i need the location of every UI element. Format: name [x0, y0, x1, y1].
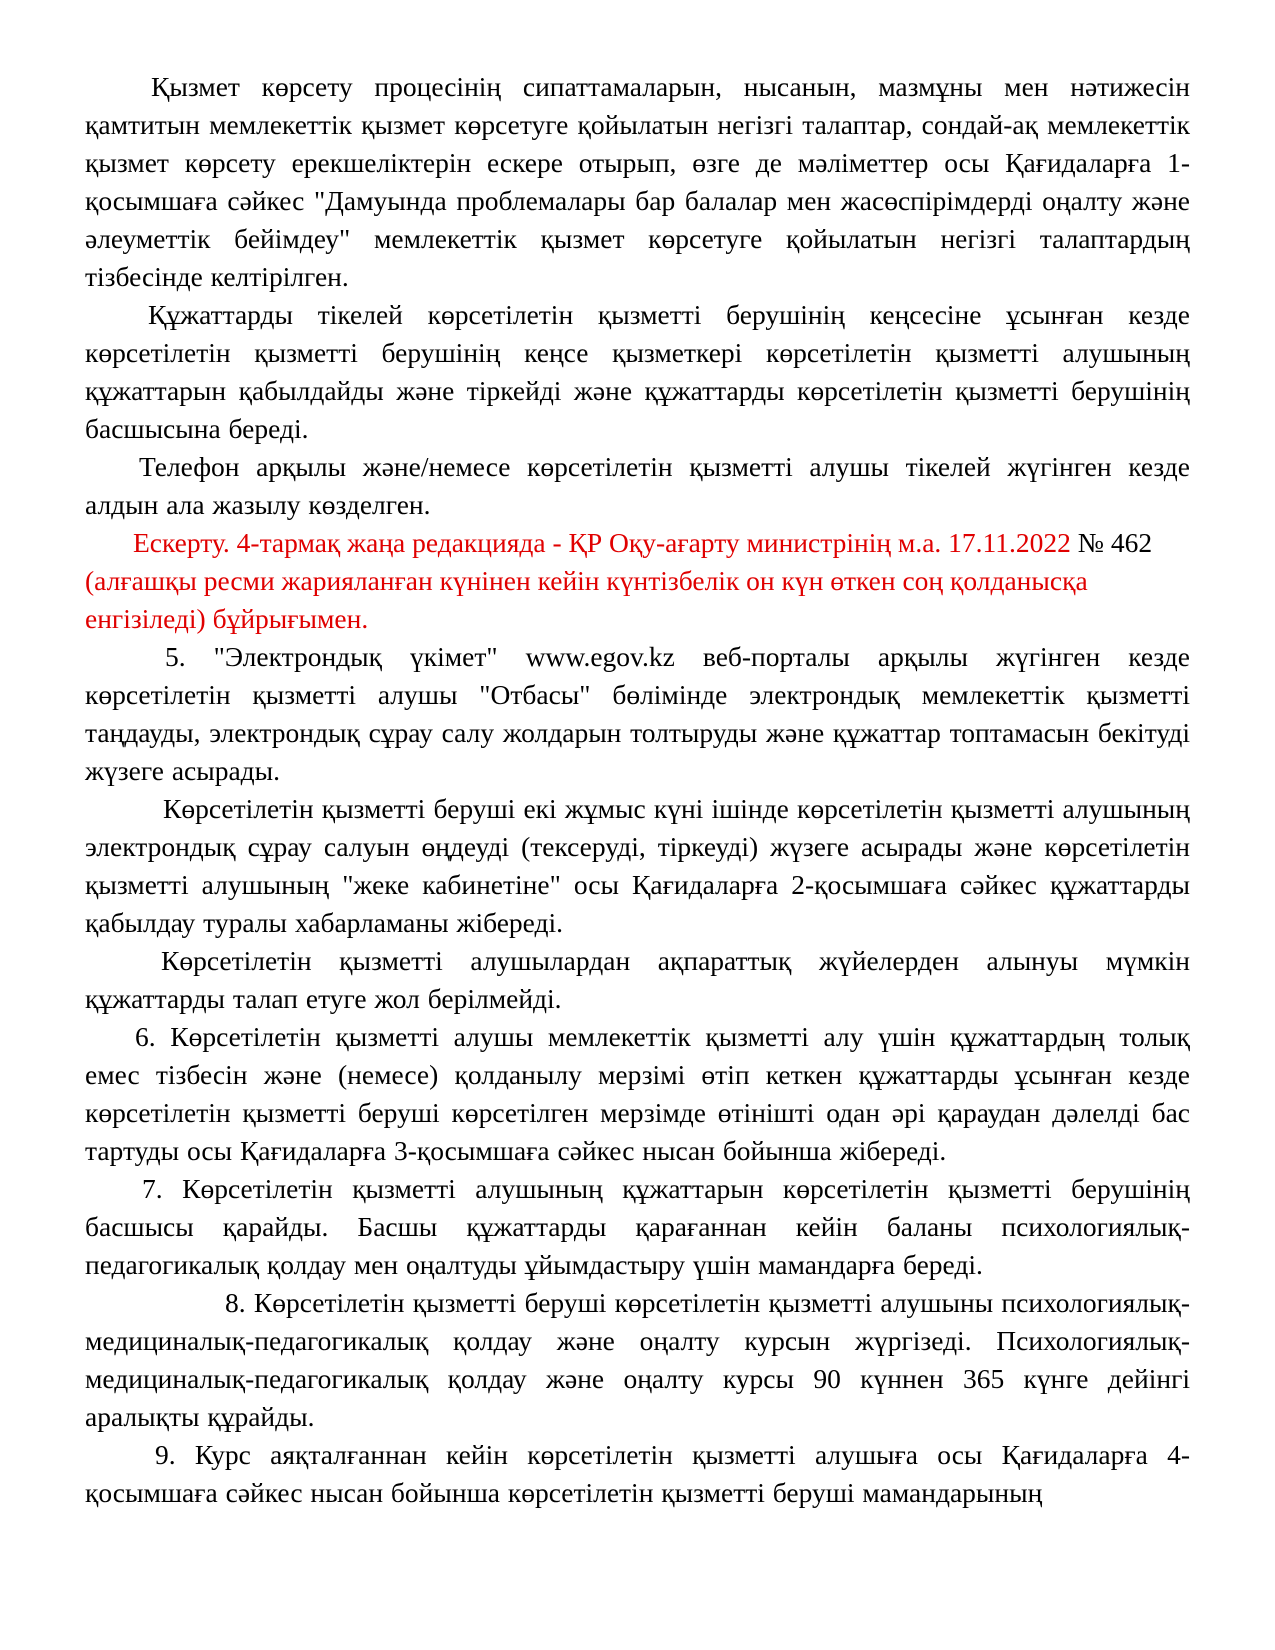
document-paragraph: Қызмет көрсету процесінің сипаттамаларын, нысанын, мазмұны мен нәтижесін қамтитын мемлекеттік қызмет көрсетуге қойылатын негізгі талаптар, сондай-ақ мемлекеттік қызмет көрсету ерекшеліктерін ескере отырып, өзге де мәліметтер осы Қағидаларға 1-қосымшаға сәйкес "Дамуында проблемалары бар балалар мен жасөспірімдерді оңалту және әлеуметтік бейімдеу" мемлекеттік қызмет көрсетуге қойылатын негізгі талаптардың тізбесінде келтірілген.: [85, 71, 1190, 292]
document-paragraph: Көрсетілетін қызметті алушылардан ақпараттық жүйелерден алынуы мүмкін құжаттарды талап етуге жол берілмейді.: [85, 945, 1190, 1014]
document-paragraph: 8. Көрсетілетін қызметті беруші көрсетілетін қызметті алушыны психологиялық-медициналық-педагогикалық қолдау және оңалту курсын жүргізеді. Психологиялық-медициналық-педагогикалық қолдау және оңалту курсы 90 күннен 365 күнге дейінгі аралықты құрайды.: [85, 1287, 1190, 1432]
document-paragraph: Көрсетілетін қызметті беруші екі жұмыс күні ішінде көрсетілетін қызметті алушының электрондық сұрау салуын өңдеуді (тексеруді, тіркеуді) жүзеге асырады және көрсетілетін қызметті алушының "жеке кабинетіне" осы Қағидаларға 2-қосымшаға сәйкес құжаттарды қабылдау туралы хабарламаны жібереді.: [85, 793, 1190, 938]
document-paragraph: 6. Көрсетілетін қызметті алушы мемлекеттік қызметті алу үшін құжаттардың толық емес тізбесін және (немесе) қолданылу мерзімі өтіп кеткен құжаттарды ұсынған кезде көрсетілетін қызметті беруші көрсетілген мерзімде өтінішті одан әрі қараудан дәлелді бас тартуды осы Қағидаларға 3-қосымшаға сәйкес нысан бойынша жібереді.: [85, 1021, 1190, 1166]
document-paragraph: 9. Курс аяқталғаннан кейін көрсетілетін қызметті алушыға осы Қағидаларға 4-қосымшаға сәйкес нысан бойынша көрсетілетін қызметті беруші мамандарының: [85, 1439, 1190, 1508]
amendment-note-red-segment: Ескерту. 4-тармақ жаңа редакцияда - ҚР Оқу-ағарту министрінің м.а. 17.11.2022: [133, 527, 1078, 558]
amendment-note-red-segment: (алғашқы ресми жарияланған күнінен кейін күнтізбелік он күн өткен соң қолданысқа енгізіледі) бұйрығымен.: [85, 565, 1088, 634]
document-paragraph: Құжаттарды тікелей көрсетілетін қызметті берушінің кеңсесіне ұсынған кезде көрсетілетін қызметті берушінің кеңсе қызметкері көрсетілетін қызметті алушының құжаттарын қабылдайды және тіркейді және құжаттарды көрсетілетін қызметті берушінің басшысына береді.: [85, 299, 1190, 444]
amendment-note: [85, 524, 1190, 638]
amendment-note-order-number: № 462: [1077, 527, 1153, 558]
document-paragraph: Телефон арқылы және/немесе көрсетілетін қызметті алушы тікелей жүгінген кезде алдын ала жазылу көзделген.: [85, 451, 1190, 520]
document-paragraph: 7. Көрсетілетін қызметті алушының құжаттарын көрсетілетін қызметті берушінің басшысы қарайды. Басшы құжаттарды қарағаннан кейін баланы психологиялық-педагогикалық қолдау мен оңалтуды ұйымдастыру үшін мамандарға береді.: [85, 1173, 1190, 1280]
document-paragraph: 5. "Электрондық үкімет" www.egov.kz веб-порталы арқылы жүгінген кезде көрсетілетін қызметті алушы "Отбасы" бөлімінде электрондық мемлекеттік қызметті таңдауды, электрондық сұрау салу жолдарын толтыруды және құжаттар топтамасын бекітуді жүзеге асырады.: [85, 641, 1190, 786]
